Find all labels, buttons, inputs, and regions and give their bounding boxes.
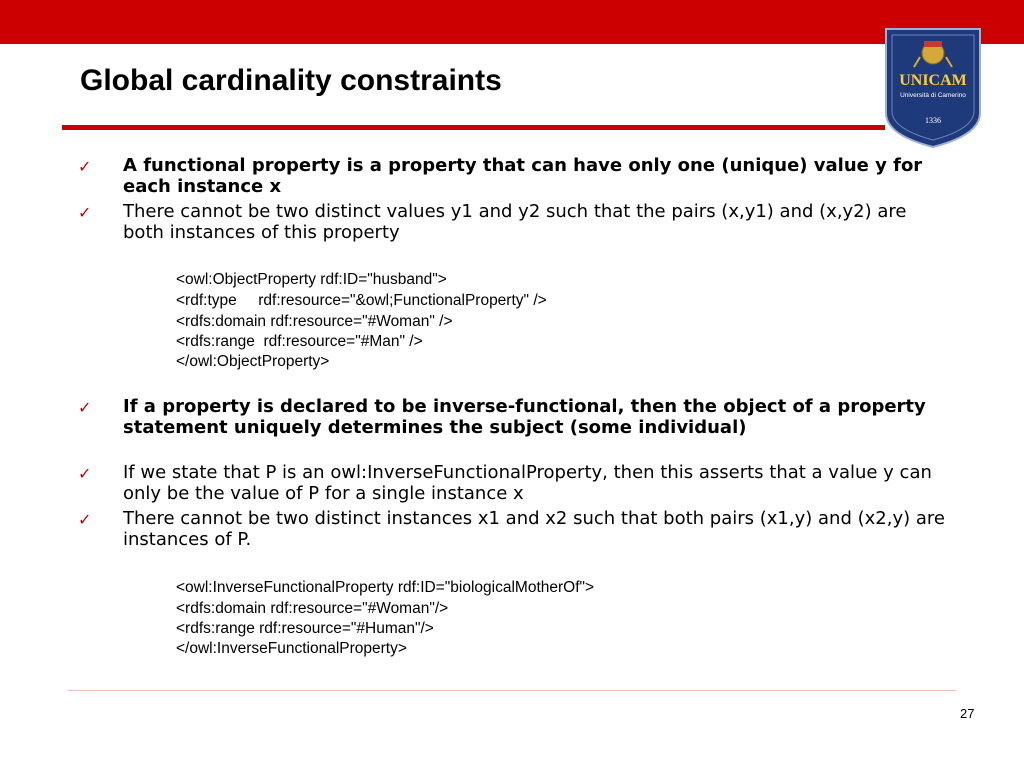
title-underline	[62, 125, 885, 130]
bullet-inverse-functional-definition: If a property is declared to be inverse-functional, then the object of a property statement uniquely determines the subject (some individual)	[123, 396, 926, 438]
top-red-band	[0, 0, 1024, 44]
code-line: <owl:ObjectProperty rdf:ID="husband">	[176, 271, 447, 288]
bullet-functional-definition: A functional property is a property that can have only one (unique) value y for each instance x	[123, 155, 923, 197]
slide-title: Global cardinality constraints	[80, 64, 502, 97]
logo-subtitle: Università di Camerino	[900, 92, 966, 99]
code-line: </owl:ObjectProperty>	[176, 353, 330, 370]
code-line: <rdfs:range rdf:resource="#Man" />	[176, 333, 423, 350]
check-icon: ✓	[78, 464, 92, 483]
code-line: <rdfs:domain rdf:resource="#Woman" />	[176, 313, 453, 330]
check-icon: ✓	[78, 510, 92, 529]
page-number: 27	[960, 706, 975, 721]
bullet-inverse-functional-statement: If we state that P is an owl:InverseFunctionalProperty, then this asserts that a value y can only be the value of P for a single instance x	[123, 462, 932, 504]
bullet-functional-explanation: There cannot be two distinct values y1 and y2 such that the pairs (x,y1) and (x,y2) are both instances of this property	[123, 201, 907, 243]
check-icon: ✓	[78, 157, 92, 176]
code-line: <rdfs:domain rdf:resource="#Woman"/>	[176, 600, 449, 617]
logo-name: UNICAM	[899, 72, 967, 89]
code-line: <rdfs:range rdf:resource="#Human"/>	[176, 620, 434, 637]
bullet-inverse-functional-explanation: There cannot be two distinct instances x1 and x2 such that both pairs (x1,y) and (x2,y) are instances of P.	[123, 508, 945, 550]
check-icon: ✓	[78, 203, 92, 222]
logo-year: 1336	[925, 116, 941, 125]
code-line: <owl:InverseFunctionalProperty rdf:ID="biologicalMotherOf">	[176, 579, 595, 596]
code-line: <rdf:type rdf:resource="&owl;FunctionalProperty" />	[176, 292, 547, 309]
footer-divider	[68, 690, 956, 691]
unicam-logo	[884, 27, 982, 149]
check-icon: ✓	[78, 398, 92, 417]
code-line: </owl:InverseFunctionalProperty>	[176, 640, 407, 657]
